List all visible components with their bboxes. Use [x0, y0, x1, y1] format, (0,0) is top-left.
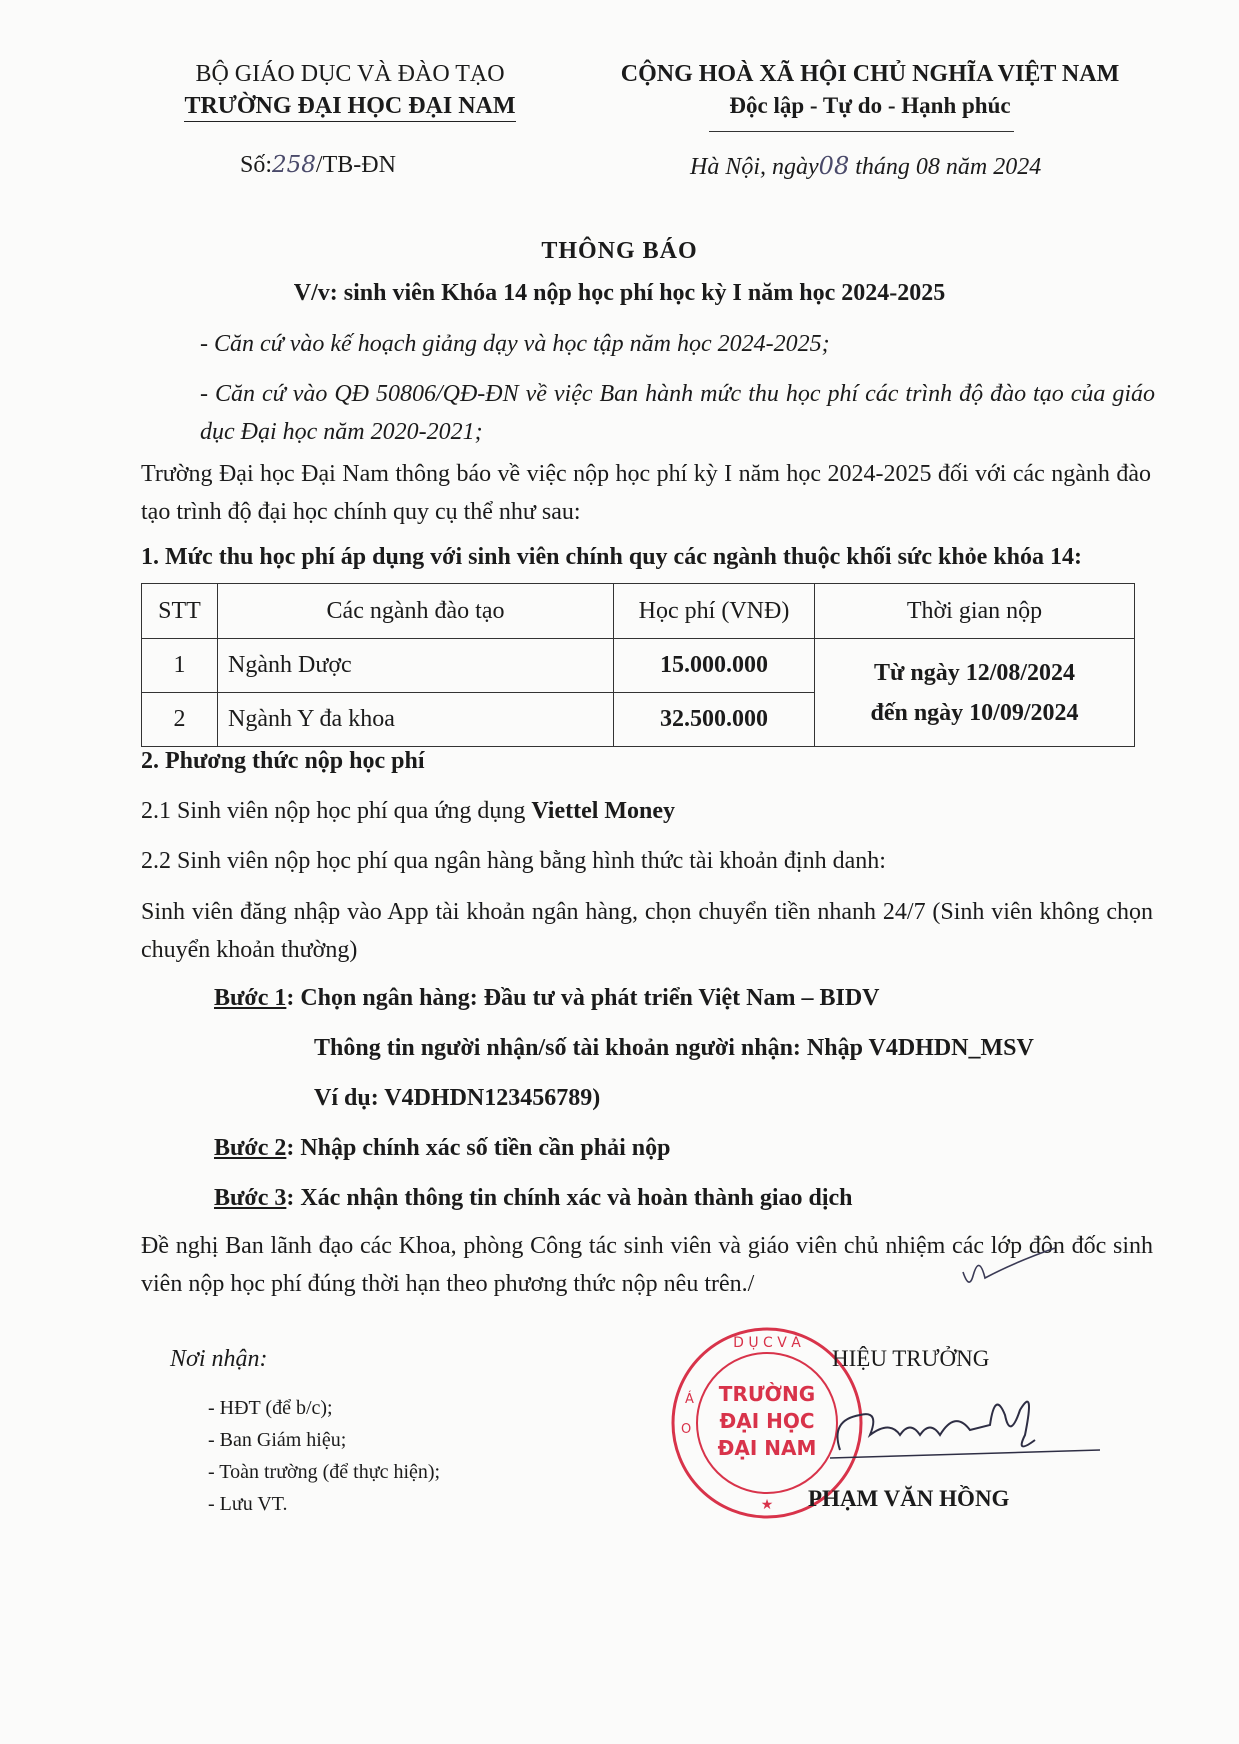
section2-heading: 2. Phương thức nộp học phí: [141, 748, 425, 774]
cell-fee: 15.000.000: [614, 639, 815, 693]
col-header-period: Thời gian nộp: [815, 584, 1135, 639]
document-number: Số:258/TB-ĐN: [240, 152, 396, 178]
col-header-fee: Học phí (VNĐ): [614, 584, 815, 639]
table-row: [142, 639, 1135, 693]
basis-2: - Căn cứ vào QĐ 50806/QĐ-ĐN về việc Ban hành mức thu học phí các trình độ đào tạo của giáo dục Đại học năm 2020-2021;: [200, 381, 1155, 445]
intro-paragraph: Trường Đại học Đại Nam thông báo về việc nộp học phí kỳ I năm học 2024-2025 đối với các ngành đào tạo trình độ đại học chính quy cụ thể như sau:: [141, 461, 1151, 525]
svg-text:ĐẠI NAM: ĐẠI NAM: [717, 1436, 817, 1460]
step-1-example: Ví dụ: V4DHDN123456789): [314, 1085, 601, 1111]
recipients-label: Nơi nhận:: [170, 1346, 268, 1372]
document-subject: V/v: sinh viên Khóa 14 nộp học phí học kỳ I năm học 2024-2025: [293, 280, 946, 306]
step-1-recipient: Thông tin người nhận/số tài khoản người nhận: Nhập V4DHDN_MSV: [314, 1035, 1034, 1061]
list-item: - HĐT (để b/c);: [208, 1397, 333, 1419]
section1-heading: 1. Mức thu học phí áp dụng với sinh viên chính quy các ngành thuộc khối sức khỏe khóa 14:: [141, 544, 1083, 570]
col-header-stt: STT: [142, 584, 218, 639]
method-instructions: Sinh viên đăng nhập vào App tài khoản ngân hàng, chọn chuyển tiền nhanh 24/7 (Sinh viên không chọn chuyển khoản thường): [141, 899, 1153, 963]
republic-name: CỘNG HOÀ XÃ HỘI CHỦ NGHĨA VIỆT NAM: [620, 61, 1120, 87]
cell-fee: 32.500.000: [614, 693, 815, 747]
cell-major: Ngành Dược: [218, 639, 614, 693]
handwritten-mark-icon: [955, 1240, 1065, 1300]
closing-paragraph: Đề nghị Ban lãnh đạo các Khoa, phòng Công tác sinh viên và giáo viên chủ nhiệm các lớp đôn đốc sinh viên nộp học phí đúng thời hạn theo phương thức nộp nêu trên./: [141, 1233, 1153, 1297]
handwritten-day: 08: [818, 152, 850, 180]
cell-stt: 2: [142, 693, 218, 747]
col-header-major: Các ngành đào tạo: [218, 584, 614, 639]
cell-major: Ngành Y đa khoa: [218, 693, 614, 747]
step-2: Bước 2: Nhập chính xác số tiền cần phải nộp: [214, 1135, 671, 1161]
svg-text:O: O: [681, 1422, 692, 1437]
recipients-list: [208, 1392, 440, 1520]
table-header-row: [142, 584, 1135, 639]
step-1: Bước 1: Chọn ngân hàng: Đầu tư và phát triển Việt Nam – BIDV: [214, 985, 880, 1011]
svg-text:TRƯỜNG: TRƯỜNG: [718, 1382, 816, 1406]
document-title: THÔNG BÁO: [541, 238, 698, 264]
ministry-name: BỘ GIÁO DỤC VÀ ĐÀO TẠO: [195, 61, 505, 87]
handwritten-number: 258: [272, 152, 316, 178]
issuer-block: [140, 58, 560, 122]
app-name: Viettel Money: [531, 798, 676, 824]
signer-title: HIỆU TRƯỞNG: [832, 1346, 990, 1371]
national-motto: Độc lập - Tự do - Hạnh phúc: [729, 93, 1011, 118]
list-item: - Toàn trường (để thực hiện);: [208, 1461, 441, 1483]
svg-text:D Ụ C V À: D Ụ C V À: [733, 1335, 801, 1351]
method-2-2: 2.2 Sinh viên nộp học phí qua ngân hàng bằng hình thức tài khoản định danh:: [141, 848, 886, 874]
signer-name: PHẠM VĂN HỒNG: [808, 1486, 1010, 1511]
svg-text:ĐẠI HỌC: ĐẠI HỌC: [719, 1409, 815, 1433]
svg-text:★: ★: [760, 1497, 774, 1513]
cell-stt: 1: [142, 639, 218, 693]
list-item: - Ban Giám hiệu;: [208, 1429, 347, 1451]
motto-underline: [709, 131, 1014, 132]
svg-text:Á: Á: [685, 1392, 694, 1407]
document-date: Hà Nội, ngày08 tháng 08 năm 2024: [690, 152, 1042, 180]
school-name: TRƯỜNG ĐẠI HỌC ĐẠI NAM: [184, 91, 515, 122]
fee-table: [141, 583, 1135, 747]
handwritten-signature-icon: [820, 1380, 1120, 1480]
method-2-1: 2.1 Sinh viên nộp học phí qua ứng dụng Viettel Money: [141, 798, 676, 824]
step-3: Bước 3: Xác nhận thông tin chính xác và hoàn thành giao dịch: [214, 1185, 853, 1211]
basis-1: - Căn cứ vào kế hoạch giảng dạy và học tập năm học 2024-2025;: [200, 331, 830, 357]
list-item: - Lưu VT.: [208, 1493, 288, 1515]
national-heading: [590, 58, 1150, 122]
cell-period: Từ ngày 12/08/2024 đến ngày 10/09/2024: [815, 639, 1135, 747]
